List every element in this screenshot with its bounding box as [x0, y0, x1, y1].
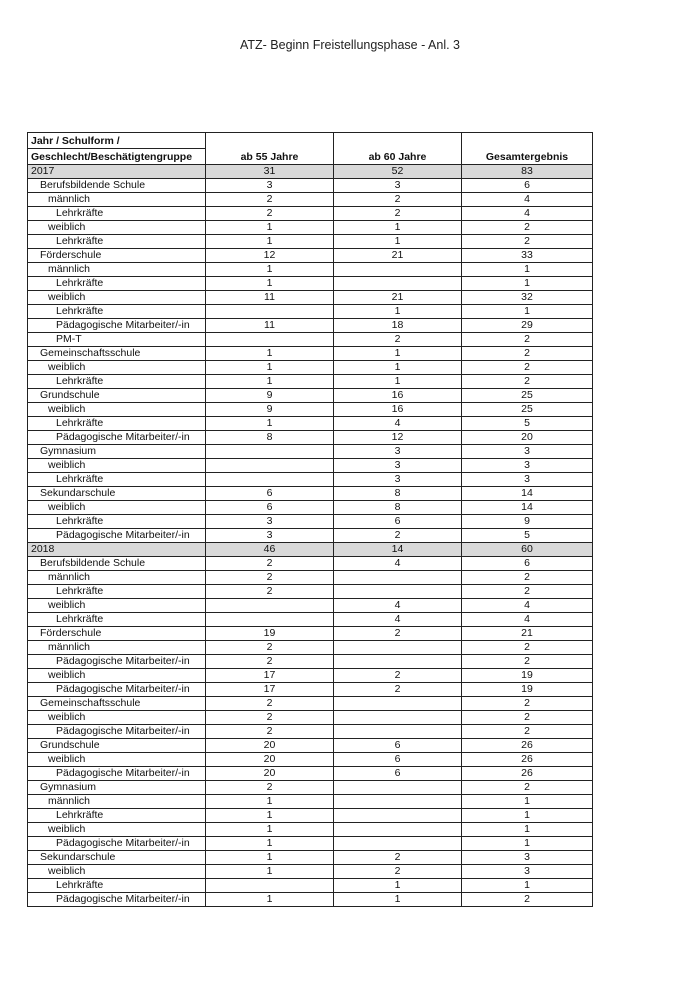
row-label: weiblich — [28, 221, 206, 235]
header-total: Gesamtergebnis — [462, 133, 593, 165]
cell-ab-60: 16 — [334, 389, 462, 403]
row-label: Pädagogische Mitarbeiter/-in — [28, 319, 206, 333]
cell-ab-55: 17 — [206, 669, 334, 683]
cell-ab-60 — [334, 837, 462, 851]
table-row — [28, 557, 593, 571]
cell-ab-60 — [334, 795, 462, 809]
cell-total: 25 — [462, 389, 593, 403]
table-row — [28, 417, 593, 431]
cell-ab-55: 1 — [206, 347, 334, 361]
cell-ab-55: 31 — [206, 165, 334, 179]
cell-ab-55: 1 — [206, 893, 334, 907]
table-row — [28, 837, 593, 851]
cell-ab-55: 1 — [206, 221, 334, 235]
table-row — [28, 851, 593, 865]
cell-ab-55: 2 — [206, 781, 334, 795]
cell-ab-55: 1 — [206, 837, 334, 851]
cell-ab-60: 2 — [334, 851, 462, 865]
table-row — [28, 697, 593, 711]
cell-ab-55 — [206, 305, 334, 319]
cell-ab-55: 2 — [206, 571, 334, 585]
cell-ab-55: 46 — [206, 543, 334, 557]
cell-ab-55 — [206, 879, 334, 893]
row-label: Lehrkräfte — [28, 809, 206, 823]
cell-ab-55: 1 — [206, 795, 334, 809]
cell-ab-55 — [206, 473, 334, 487]
table-row — [28, 753, 593, 767]
table-row — [28, 235, 593, 249]
table-row — [28, 585, 593, 599]
cell-total: 3 — [462, 459, 593, 473]
table-row — [28, 823, 593, 837]
cell-total: 20 — [462, 431, 593, 445]
cell-ab-60 — [334, 277, 462, 291]
table-row — [28, 291, 593, 305]
cell-ab-60 — [334, 585, 462, 599]
table-row — [28, 347, 593, 361]
cell-total: 2 — [462, 655, 593, 669]
cell-ab-60: 4 — [334, 557, 462, 571]
cell-total: 26 — [462, 739, 593, 753]
table-row — [28, 501, 593, 515]
cell-ab-55: 1 — [206, 865, 334, 879]
cell-ab-60: 2 — [334, 193, 462, 207]
cell-total: 1 — [462, 809, 593, 823]
cell-total: 60 — [462, 543, 593, 557]
cell-ab-55: 1 — [206, 263, 334, 277]
row-label: Lehrkräfte — [28, 207, 206, 221]
cell-total: 1 — [462, 305, 593, 319]
cell-ab-60: 12 — [334, 431, 462, 445]
cell-total: 1 — [462, 263, 593, 277]
cell-total: 5 — [462, 529, 593, 543]
year-row — [28, 165, 593, 179]
table-row — [28, 613, 593, 627]
table-row — [28, 515, 593, 529]
row-label: Gemeinschaftsschule — [28, 697, 206, 711]
cell-ab-55: 1 — [206, 235, 334, 249]
cell-ab-60: 16 — [334, 403, 462, 417]
row-label: Gymnasium — [28, 445, 206, 459]
row-label: Gemeinschaftsschule — [28, 347, 206, 361]
cell-ab-60: 3 — [334, 459, 462, 473]
row-label: Lehrkräfte — [28, 879, 206, 893]
table-row — [28, 893, 593, 907]
page-title: ATZ- Beginn Freistellungsphase - Anl. 3 — [239, 38, 460, 52]
cell-total: 1 — [462, 277, 593, 291]
row-label: Pädagogische Mitarbeiter/-in — [28, 767, 206, 781]
cell-ab-60 — [334, 809, 462, 823]
cell-total: 4 — [462, 207, 593, 221]
cell-total: 32 — [462, 291, 593, 305]
table-row — [28, 809, 593, 823]
table-row — [28, 375, 593, 389]
cell-ab-55: 6 — [206, 501, 334, 515]
row-label: Pädagogische Mitarbeiter/-in — [28, 683, 206, 697]
cell-ab-60: 6 — [334, 515, 462, 529]
table-row — [28, 669, 593, 683]
row-label: Grundschule — [28, 739, 206, 753]
row-label: männlich — [28, 263, 206, 277]
row-label: Lehrkräfte — [28, 417, 206, 431]
table-row — [28, 333, 593, 347]
table-row — [28, 249, 593, 263]
table-row — [28, 473, 593, 487]
cell-ab-60 — [334, 823, 462, 837]
table-row — [28, 711, 593, 725]
cell-ab-60: 3 — [334, 473, 462, 487]
table-row — [28, 487, 593, 501]
table-row — [28, 529, 593, 543]
cell-ab-60: 1 — [334, 305, 462, 319]
cell-ab-60: 4 — [334, 599, 462, 613]
cell-ab-55: 2 — [206, 585, 334, 599]
cell-ab-60 — [334, 781, 462, 795]
year-row — [28, 543, 593, 557]
cell-ab-55: 2 — [206, 557, 334, 571]
cell-total: 4 — [462, 613, 593, 627]
cell-ab-55: 6 — [206, 487, 334, 501]
cell-ab-60: 4 — [334, 417, 462, 431]
cell-ab-60: 6 — [334, 767, 462, 781]
cell-total: 19 — [462, 683, 593, 697]
cell-ab-60 — [334, 697, 462, 711]
table-row — [28, 193, 593, 207]
table-row — [28, 221, 593, 235]
table-row — [28, 571, 593, 585]
table-row — [28, 795, 593, 809]
table-row — [28, 599, 593, 613]
cell-ab-60: 1 — [334, 375, 462, 389]
cell-total: 2 — [462, 697, 593, 711]
cell-ab-55: 2 — [206, 207, 334, 221]
row-label: weiblich — [28, 753, 206, 767]
cell-ab-60: 1 — [334, 235, 462, 249]
cell-total: 2 — [462, 333, 593, 347]
cell-ab-60 — [334, 571, 462, 585]
cell-ab-60: 3 — [334, 445, 462, 459]
row-label: Berufsbildende Schule — [28, 179, 206, 193]
table-row — [28, 277, 593, 291]
cell-ab-55: 2 — [206, 641, 334, 655]
cell-total: 2 — [462, 781, 593, 795]
cell-ab-55: 2 — [206, 193, 334, 207]
cell-total: 29 — [462, 319, 593, 333]
cell-ab-55 — [206, 613, 334, 627]
cell-total: 2 — [462, 361, 593, 375]
cell-ab-55: 1 — [206, 851, 334, 865]
table-row — [28, 683, 593, 697]
cell-total: 2 — [462, 235, 593, 249]
cell-ab-60 — [334, 655, 462, 669]
row-label: Förderschule — [28, 627, 206, 641]
table-row — [28, 207, 593, 221]
row-label: Lehrkräfte — [28, 613, 206, 627]
cell-ab-60: 2 — [334, 207, 462, 221]
table-row — [28, 739, 593, 753]
row-label: Lehrkräfte — [28, 375, 206, 389]
cell-total: 3 — [462, 473, 593, 487]
table-row — [28, 655, 593, 669]
table-row — [28, 179, 593, 193]
cell-total: 19 — [462, 669, 593, 683]
cell-ab-60: 1 — [334, 221, 462, 235]
cell-ab-55: 11 — [206, 319, 334, 333]
cell-total: 25 — [462, 403, 593, 417]
table-row — [28, 445, 593, 459]
table-row — [28, 865, 593, 879]
cell-ab-55: 1 — [206, 417, 334, 431]
cell-ab-55: 1 — [206, 809, 334, 823]
cell-ab-55: 3 — [206, 179, 334, 193]
table-row — [28, 767, 593, 781]
row-label: Lehrkräfte — [28, 277, 206, 291]
cell-total: 6 — [462, 557, 593, 571]
cell-ab-60: 2 — [334, 683, 462, 697]
cell-ab-55: 1 — [206, 823, 334, 837]
cell-ab-60: 8 — [334, 501, 462, 515]
cell-ab-60: 6 — [334, 739, 462, 753]
row-label: weiblich — [28, 599, 206, 613]
cell-ab-55: 1 — [206, 277, 334, 291]
cell-ab-55: 20 — [206, 739, 334, 753]
table-row — [28, 389, 593, 403]
header-ab-55: ab 55 Jahre — [206, 133, 334, 165]
cell-total: 2 — [462, 347, 593, 361]
row-label: 2018 — [28, 543, 206, 557]
table-row — [28, 319, 593, 333]
cell-ab-60: 2 — [334, 529, 462, 543]
cell-ab-55: 9 — [206, 403, 334, 417]
row-label: Förderschule — [28, 249, 206, 263]
row-label: weiblich — [28, 361, 206, 375]
cell-total: 21 — [462, 627, 593, 641]
row-label: männlich — [28, 795, 206, 809]
row-label: männlich — [28, 641, 206, 655]
table-row — [28, 403, 593, 417]
row-label: weiblich — [28, 459, 206, 473]
row-label: Lehrkräfte — [28, 515, 206, 529]
cell-total: 3 — [462, 865, 593, 879]
cell-ab-55 — [206, 599, 334, 613]
cell-total: 3 — [462, 445, 593, 459]
cell-ab-55: 12 — [206, 249, 334, 263]
cell-total: 9 — [462, 515, 593, 529]
table-row — [28, 459, 593, 473]
cell-ab-60 — [334, 263, 462, 277]
row-label: weiblich — [28, 403, 206, 417]
cell-ab-55 — [206, 445, 334, 459]
header-category-line1: Jahr / Schulform / — [28, 133, 206, 149]
row-label: Lehrkräfte — [28, 473, 206, 487]
cell-ab-55: 20 — [206, 753, 334, 767]
cell-ab-55: 17 — [206, 683, 334, 697]
cell-total: 83 — [462, 165, 593, 179]
row-label: Pädagogische Mitarbeiter/-in — [28, 655, 206, 669]
cell-ab-60 — [334, 725, 462, 739]
row-label: 2017 — [28, 165, 206, 179]
row-label: weiblich — [28, 711, 206, 725]
row-label: Pädagogische Mitarbeiter/-in — [28, 893, 206, 907]
cell-total: 2 — [462, 221, 593, 235]
table-row — [28, 641, 593, 655]
row-label: Pädagogische Mitarbeiter/-in — [28, 837, 206, 851]
cell-ab-55: 3 — [206, 529, 334, 543]
cell-ab-55: 11 — [206, 291, 334, 305]
table-row — [28, 431, 593, 445]
table-body — [28, 165, 593, 907]
row-label: Pädagogische Mitarbeiter/-in — [28, 725, 206, 739]
cell-total: 26 — [462, 753, 593, 767]
table-row — [28, 263, 593, 277]
row-label: Pädagogische Mitarbeiter/-in — [28, 529, 206, 543]
cell-total: 14 — [462, 501, 593, 515]
cell-ab-60: 3 — [334, 179, 462, 193]
table-header — [28, 133, 593, 165]
cell-total: 1 — [462, 879, 593, 893]
cell-ab-60: 2 — [334, 333, 462, 347]
table-row — [28, 781, 593, 795]
header-ab-60: ab 60 Jahre — [334, 133, 462, 165]
cell-ab-55: 2 — [206, 711, 334, 725]
cell-ab-60: 52 — [334, 165, 462, 179]
cell-ab-55: 1 — [206, 375, 334, 389]
row-label: weiblich — [28, 501, 206, 515]
cell-ab-55: 2 — [206, 655, 334, 669]
table-row — [28, 879, 593, 893]
cell-ab-55 — [206, 333, 334, 347]
table-row — [28, 305, 593, 319]
cell-total: 14 — [462, 487, 593, 501]
cell-total: 6 — [462, 179, 593, 193]
cell-ab-55: 2 — [206, 697, 334, 711]
cell-total: 2 — [462, 711, 593, 725]
cell-ab-55: 20 — [206, 767, 334, 781]
row-label: Lehrkräfte — [28, 305, 206, 319]
row-label: Lehrkräfte — [28, 585, 206, 599]
cell-total: 2 — [462, 893, 593, 907]
cell-total: 1 — [462, 837, 593, 851]
table-row — [28, 361, 593, 375]
row-label: Gymnasium — [28, 781, 206, 795]
row-label: PM-T — [28, 333, 206, 347]
cell-ab-55: 8 — [206, 431, 334, 445]
cell-ab-60: 1 — [334, 879, 462, 893]
row-label: weiblich — [28, 291, 206, 305]
row-label: Grundschule — [28, 389, 206, 403]
cell-total: 1 — [462, 823, 593, 837]
row-label: weiblich — [28, 669, 206, 683]
row-label: Sekundarschule — [28, 487, 206, 501]
cell-ab-60: 18 — [334, 319, 462, 333]
cell-ab-60: 21 — [334, 249, 462, 263]
cell-total: 2 — [462, 571, 593, 585]
cell-total: 3 — [462, 851, 593, 865]
row-label: Berufsbildende Schule — [28, 557, 206, 571]
cell-ab-60: 2 — [334, 865, 462, 879]
row-label: männlich — [28, 571, 206, 585]
cell-total: 26 — [462, 767, 593, 781]
data-table — [27, 132, 593, 907]
cell-total: 33 — [462, 249, 593, 263]
cell-total: 2 — [462, 375, 593, 389]
cell-ab-60: 2 — [334, 669, 462, 683]
row-label: Sekundarschule — [28, 851, 206, 865]
header-category-line2: Geschlecht/Beschätigtengruppe — [28, 149, 206, 165]
cell-ab-60: 2 — [334, 627, 462, 641]
cell-ab-55 — [206, 459, 334, 473]
cell-total: 4 — [462, 599, 593, 613]
cell-ab-60 — [334, 711, 462, 725]
cell-ab-60: 6 — [334, 753, 462, 767]
row-label: weiblich — [28, 865, 206, 879]
cell-ab-55: 19 — [206, 627, 334, 641]
cell-total: 1 — [462, 795, 593, 809]
cell-ab-60: 21 — [334, 291, 462, 305]
cell-ab-55: 2 — [206, 725, 334, 739]
cell-total: 2 — [462, 641, 593, 655]
row-label: Pädagogische Mitarbeiter/-in — [28, 431, 206, 445]
row-label: Lehrkräfte — [28, 235, 206, 249]
cell-total: 2 — [462, 725, 593, 739]
cell-ab-60: 1 — [334, 347, 462, 361]
cell-total: 5 — [462, 417, 593, 431]
cell-ab-55: 3 — [206, 515, 334, 529]
cell-ab-55: 1 — [206, 361, 334, 375]
row-label: männlich — [28, 193, 206, 207]
table-row — [28, 627, 593, 641]
cell-total: 2 — [462, 585, 593, 599]
cell-total: 4 — [462, 193, 593, 207]
table-row — [28, 725, 593, 739]
row-label: weiblich — [28, 823, 206, 837]
cell-ab-60 — [334, 641, 462, 655]
cell-ab-60: 1 — [334, 893, 462, 907]
cell-ab-60: 14 — [334, 543, 462, 557]
cell-ab-60: 8 — [334, 487, 462, 501]
cell-ab-55: 9 — [206, 389, 334, 403]
cell-ab-60: 1 — [334, 361, 462, 375]
cell-ab-60: 4 — [334, 613, 462, 627]
